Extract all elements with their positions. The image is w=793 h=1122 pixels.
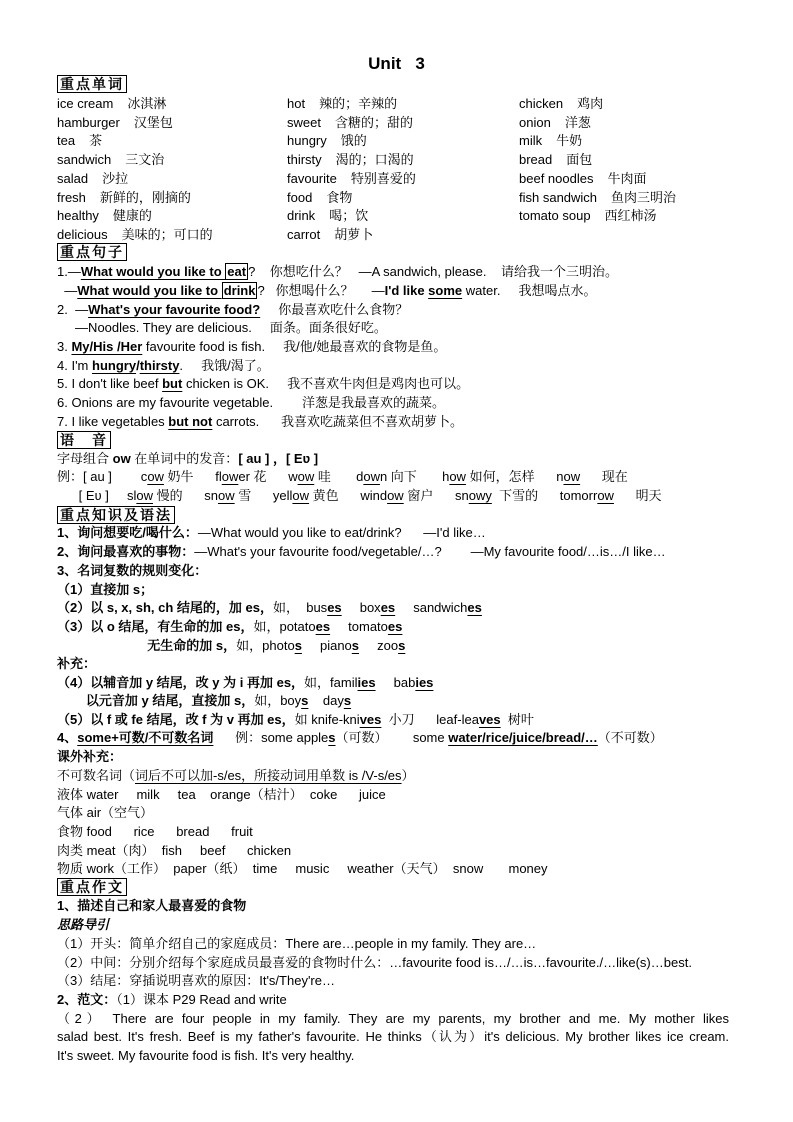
text-run: —Noodles. They are delicious. 面条。面条很好吃。 — [57, 320, 387, 335]
text-run: （2） There are four people in my family. They are my parents, my brother and me. My mother likes — [57, 1011, 729, 1026]
text-run: — — [57, 283, 78, 298]
vocab-item — [57, 189, 191, 207]
text-run: 如，potato — [253, 619, 316, 634]
vocab-item — [287, 226, 373, 244]
vocab-english: sweet — [287, 114, 321, 130]
vocab-item — [57, 95, 166, 113]
text-run: ow — [363, 469, 380, 484]
text-run: ） — [401, 768, 415, 783]
text-run: 奶牛 fl — [163, 469, 222, 484]
vocab-item — [287, 114, 413, 132]
text-line — [57, 692, 351, 710]
vocab-chinese: 牛肉面 — [607, 170, 647, 186]
vocab-english: hungry — [287, 133, 327, 149]
text-run: es — [467, 600, 482, 615]
text-run: I'd like — [384, 283, 429, 298]
text-run: ies — [415, 675, 434, 690]
text-run: ow — [221, 469, 239, 484]
text-run: [ au ] ，[ Eʋ ] — [238, 451, 319, 466]
vocab-item — [519, 151, 592, 169]
text-line — [57, 263, 618, 281]
text-run: My/His /Her — [71, 339, 143, 354]
text-run: What would you like to — [77, 283, 222, 298]
vocab-english: healthy — [57, 208, 99, 224]
text-line — [57, 935, 536, 953]
text-line — [57, 674, 433, 692]
text-run: water/rice/juice/bread/… — [448, 730, 598, 745]
vocab-item — [57, 151, 164, 169]
text-run: 食物 food rice bread fruit — [57, 824, 253, 839]
vocab-item — [287, 189, 352, 207]
text-run: 词后不可以加-s/es，所接动词用单数 is /V-s/es — [135, 768, 402, 783]
text-run: n 向下 h — [379, 469, 450, 484]
vocab-chinese: 饿的 — [340, 133, 367, 149]
text-run: 字母组合 — [57, 451, 113, 466]
text-run: 明天 — [613, 488, 662, 503]
text-line — [57, 338, 446, 356]
vocab-chinese: 鱼肉三明治 — [611, 189, 677, 205]
text-run: chicken is OK. 我不喜欢牛肉但是鸡肉也可以。 — [182, 376, 470, 391]
text-run: 4、 — [57, 730, 78, 745]
text-line — [57, 1028, 729, 1046]
text-run: day — [308, 693, 344, 708]
text-run: ies — [357, 675, 376, 690]
vocab-item — [57, 207, 152, 225]
text-line — [57, 1047, 354, 1065]
section-header-label: 重点单词 — [57, 75, 127, 93]
text-run: ow — [136, 488, 153, 503]
text-run: （3）结尾：穿插说明喜欢的原因：It's/They're… — [57, 973, 335, 988]
text-run: 如，boy — [254, 693, 302, 708]
text-line — [57, 897, 246, 915]
text-run: water. 我想喝点水。 — [462, 283, 597, 298]
vocab-english: hot — [287, 96, 306, 111]
text-run: 黄色 wind — [309, 488, 388, 503]
text-run: es — [387, 619, 403, 634]
text-run: 如，photo — [236, 638, 295, 653]
text-line — [57, 562, 207, 580]
text-run: （不可数） — [597, 730, 663, 745]
text-run: （1）开头：简单介绍自己的家庭成员：There are…people in my family. They are… — [57, 936, 537, 951]
text-line — [57, 1010, 729, 1028]
vocab-english: carrot — [287, 226, 321, 242]
vocab-chinese: 健康的 — [112, 208, 152, 224]
vocab-item — [57, 114, 173, 132]
text-run: s — [343, 693, 352, 708]
vocab-item — [287, 170, 416, 188]
vocab-chinese: 新鲜的，刚摘的 — [99, 189, 191, 205]
vocab-english: onion — [519, 114, 551, 130]
text-run: 如 knife-kni — [294, 712, 360, 727]
text-run: box — [341, 600, 381, 615]
text-run: —What would you like to eat/drink? —I'd like… — [197, 525, 486, 540]
text-run: [ Eʋ ] sl — [57, 488, 137, 503]
vocab-item — [519, 132, 582, 150]
vocab-item — [287, 151, 414, 169]
section-header-label: 重点知识及语法 — [57, 506, 175, 524]
text-run: 小刀 leaf-lea — [381, 712, 479, 727]
vocab-chinese: 沙拉 — [102, 170, 129, 186]
text-run: ow — [597, 488, 614, 503]
text-line — [57, 823, 253, 841]
text-line — [57, 301, 408, 319]
vocab-english: ice cream — [57, 96, 114, 111]
vocab-item — [287, 132, 367, 150]
text-line — [57, 543, 666, 561]
section-header — [57, 506, 175, 524]
text-run: 3、名词复数的规则变化： — [57, 563, 208, 578]
text-run: What's your favourite food? — [88, 302, 261, 317]
text-run: drink — [223, 283, 256, 298]
vocab-chinese: 牛奶 — [556, 133, 583, 149]
text-run: 树叶 — [500, 712, 534, 727]
text-line — [57, 729, 663, 747]
text-run: 液体 water milk tea orange（桔汁） coke juice — [57, 787, 386, 802]
text-run: （1）课本 P29 Read and write — [116, 992, 287, 1007]
text-run: （4）以辅音加 y 结尾，改 y 为 i 再加 es， — [57, 675, 305, 690]
vocab-item — [519, 207, 657, 225]
vocab-chinese: 美味的；可口的 — [121, 226, 213, 242]
vocab-item — [57, 132, 102, 150]
vocab-english: delicious — [57, 226, 108, 242]
vocab-chinese: 喝；饮 — [329, 208, 369, 224]
vocab-chinese: 辣的；辛辣的 — [319, 96, 398, 111]
text-run: 如， bus — [273, 600, 328, 615]
text-run: es — [327, 600, 342, 615]
text-run: favourite food is fish. 我/他/她最喜欢的食物是鱼。 — [142, 339, 447, 354]
text-line — [57, 916, 109, 934]
vocab-english: sandwich — [57, 152, 112, 168]
text-run: es — [315, 619, 331, 634]
vocab-item — [519, 189, 676, 207]
text-run: ? 你想吃什么？ —A sandwich, please. 请给我一个三明治。 — [248, 264, 618, 279]
text-run: some+可数/不可数名词 — [77, 730, 214, 745]
text-run: 思路导引 — [57, 917, 110, 932]
text-run: s — [351, 638, 360, 653]
vocab-english: hamburger — [57, 114, 120, 130]
text-run: It's sweet. My favourite food is fish. It's very healthy. — [57, 1048, 355, 1063]
vocab-english: fresh — [57, 189, 86, 205]
text-run: eat — [227, 264, 247, 279]
text-run: 雪 yell — [234, 488, 293, 503]
text-run: sandwich — [395, 600, 468, 615]
vocab-english: milk — [519, 133, 543, 149]
vocab-english: favourite — [287, 170, 337, 186]
text-run: 2、询问最喜欢的事物： — [57, 544, 195, 559]
text-run: 2. — — [57, 302, 89, 317]
text-run: 以元音加 y 结尾，直接加 s， — [57, 693, 255, 708]
section-header-vocabulary — [57, 75, 127, 93]
vocab-english: bread — [519, 152, 553, 168]
text-run: ow — [449, 469, 466, 484]
vocab-item — [57, 226, 213, 244]
section-header-label: 重点作文 — [57, 878, 127, 896]
text-run: some — [428, 283, 463, 298]
text-run: What would you like to — [80, 264, 226, 279]
text-run: ow — [297, 469, 315, 484]
text-run: s — [328, 730, 336, 745]
text-line — [57, 319, 387, 337]
text-run: hungry — [92, 358, 137, 373]
text-run: （可数） some — [335, 730, 449, 745]
text-run: 课外补充： — [57, 749, 123, 764]
text-run: piano — [301, 638, 352, 653]
text-run: thirsty — [139, 358, 180, 373]
vocab-chinese: 西红柿汤 — [604, 208, 657, 224]
text-run: （5）以 f 或 fe 结尾，改 f 为 v 再加 es， — [57, 712, 295, 727]
text-line — [57, 637, 405, 655]
text-run: 6. Onions are my favourite vegetable. 洋葱是我最喜欢的蔬菜。 — [57, 395, 445, 410]
text-run: 7. I like vegetables — [57, 414, 169, 429]
text-line — [57, 860, 548, 878]
text-line — [57, 972, 335, 990]
vocab-chinese: 茶 — [89, 133, 103, 149]
text-run: tomato — [330, 619, 388, 634]
text-run: ow — [218, 488, 235, 503]
text-run: 气体 air（空气） — [57, 805, 154, 820]
text-run: bab — [375, 675, 416, 690]
text-line — [57, 450, 318, 468]
text-run: 1、描述自己和家人最喜爱的食物 — [57, 898, 247, 913]
text-run: （3）以 o 结尾，有生命的加 es， — [57, 619, 254, 634]
text-line — [57, 375, 469, 393]
document-title: Unit 3 — [368, 54, 425, 73]
text-run: salad best. It's fresh. Beef is my father's favourite. He thinks（认为）it's delicious. My brother likes ice cream. — [57, 1029, 729, 1044]
text-line — [57, 282, 597, 300]
text-run: 1、询问想要吃/喝什么： — [57, 525, 198, 540]
text-run: 肉类 meat（肉） fish beef chicken — [57, 843, 292, 858]
vocab-item — [287, 95, 397, 113]
text-run: ves — [478, 712, 501, 727]
vocab-english: tea — [57, 133, 76, 149]
text-run — [57, 638, 147, 653]
text-run: 慢的 sn — [152, 488, 218, 503]
text-line — [57, 767, 415, 785]
vocab-chinese: 特别喜爱的 — [350, 170, 416, 186]
text-line — [57, 357, 270, 375]
text-run: owy — [468, 488, 492, 503]
text-line — [57, 655, 96, 673]
vocab-item — [519, 95, 603, 113]
text-run: 补充： — [57, 656, 97, 671]
text-run: / — [136, 358, 140, 373]
text-run: s — [301, 693, 309, 708]
text-run: ow — [112, 451, 131, 466]
vocab-chinese: 汉堡包 — [133, 114, 173, 130]
vocab-chinese: 三文治 — [125, 152, 165, 168]
text-run: but not — [168, 414, 213, 429]
text-run: s — [398, 638, 406, 653]
text-run: 不可数名词（ — [57, 768, 136, 783]
text-line — [57, 581, 153, 599]
text-run: （2）中间：分别介绍每个家庭成员最喜爱的食物时什么：…favourite food is…/…is…favourite./…like(s)…best. — [57, 955, 692, 970]
text-run: 你最喜欢吃什么食物？ — [260, 302, 409, 317]
text-run: 物质 work（工作） paper（纸） time music weather（天气） snow money — [57, 861, 548, 876]
text-run: ow — [147, 469, 164, 484]
section-header — [57, 431, 111, 449]
text-line — [57, 524, 486, 542]
section-header — [57, 243, 127, 261]
vocab-english: beef noodles — [519, 170, 594, 186]
vocab-english: drink — [287, 208, 316, 224]
vocab-english: tomato soup — [519, 208, 591, 224]
vocab-english: fish sandwich — [519, 189, 598, 205]
text-run: es — [380, 600, 396, 615]
vocab-item — [519, 170, 646, 188]
text-run: 3. — [57, 339, 72, 354]
vocab-chinese: 洋葱 — [564, 114, 591, 130]
vocab-chinese: 面包 — [566, 152, 593, 168]
text-run: . 我饿/渴了。 — [179, 358, 270, 373]
text-run: 现在 — [580, 469, 628, 484]
text-run: zoo — [359, 638, 399, 653]
text-line — [57, 842, 291, 860]
text-run: 下雪的 tomorr — [491, 488, 598, 503]
text-run: 例：some apple — [213, 730, 329, 745]
text-run: 4. I'm — [57, 358, 92, 373]
text-run: 例：[ au ] c — [57, 469, 148, 484]
text-line — [57, 618, 402, 636]
text-run: （2）以 s, x, sh, ch 结尾的，加 es， — [57, 600, 273, 615]
vocab-english: thirsty — [287, 152, 322, 168]
text-run: ow — [563, 469, 581, 484]
text-line — [57, 413, 463, 431]
vocab-item — [519, 114, 591, 132]
text-run: 在单词中的发音： — [130, 451, 239, 466]
vocab-chinese: 食物 — [326, 189, 353, 205]
vocab-item — [287, 207, 368, 225]
text-run: 2、范文： — [57, 992, 117, 1007]
text-run: ? 你想喝什么？ — — [257, 283, 385, 298]
section-header-label: 语 音 — [57, 431, 111, 449]
text-line — [57, 954, 692, 972]
text-run: carrots. 我喜欢吃蔬菜但不喜欢胡萝卜。 — [212, 414, 463, 429]
vocab-chinese: 渴的；口渴的 — [335, 152, 414, 168]
text-run: —What's your favourite food/vegetable/…? —My favourite food/…is…/I like… — [194, 544, 666, 559]
text-run: 1.— — [57, 264, 81, 279]
text-run: er 花 w — [238, 469, 298, 484]
text-line — [57, 394, 445, 412]
vocab-english: food — [287, 189, 313, 205]
vocab-english: chicken — [519, 96, 564, 111]
text-run: 5. I don't like beef — [57, 376, 163, 391]
vocab-chinese: 胡萝卜 — [334, 226, 374, 242]
vocab-english: salad — [57, 170, 89, 186]
vocab-chinese: 含糖的；甜的 — [334, 114, 413, 130]
text-run: ves — [359, 712, 382, 727]
text-run: 如，famil — [304, 675, 358, 690]
text-line — [57, 599, 482, 617]
section-header-label: 重点句子 — [57, 243, 127, 261]
text-run: （1）直接加 s； — [57, 582, 154, 597]
text-line — [57, 804, 153, 822]
vocab-chinese: 冰淇淋 — [127, 96, 167, 111]
section-header — [57, 878, 127, 896]
text-line — [57, 711, 534, 729]
text-line — [57, 468, 628, 486]
text-run: 无生命的加 s， — [147, 638, 237, 653]
vocab-chinese: 鸡肉 — [577, 96, 604, 111]
text-run: but — [162, 376, 183, 391]
text-run: 哇 d — [314, 469, 364, 484]
vocab-item — [57, 170, 128, 188]
text-run: ow — [292, 488, 310, 503]
text-line — [57, 748, 122, 766]
text-line — [57, 487, 662, 505]
text-line — [57, 786, 386, 804]
text-run: ow — [387, 488, 404, 503]
text-run: s — [294, 638, 302, 653]
text-line — [57, 991, 287, 1009]
text-run: 窗户 sn — [403, 488, 469, 503]
text-run: 如何，怎样 n — [465, 469, 564, 484]
